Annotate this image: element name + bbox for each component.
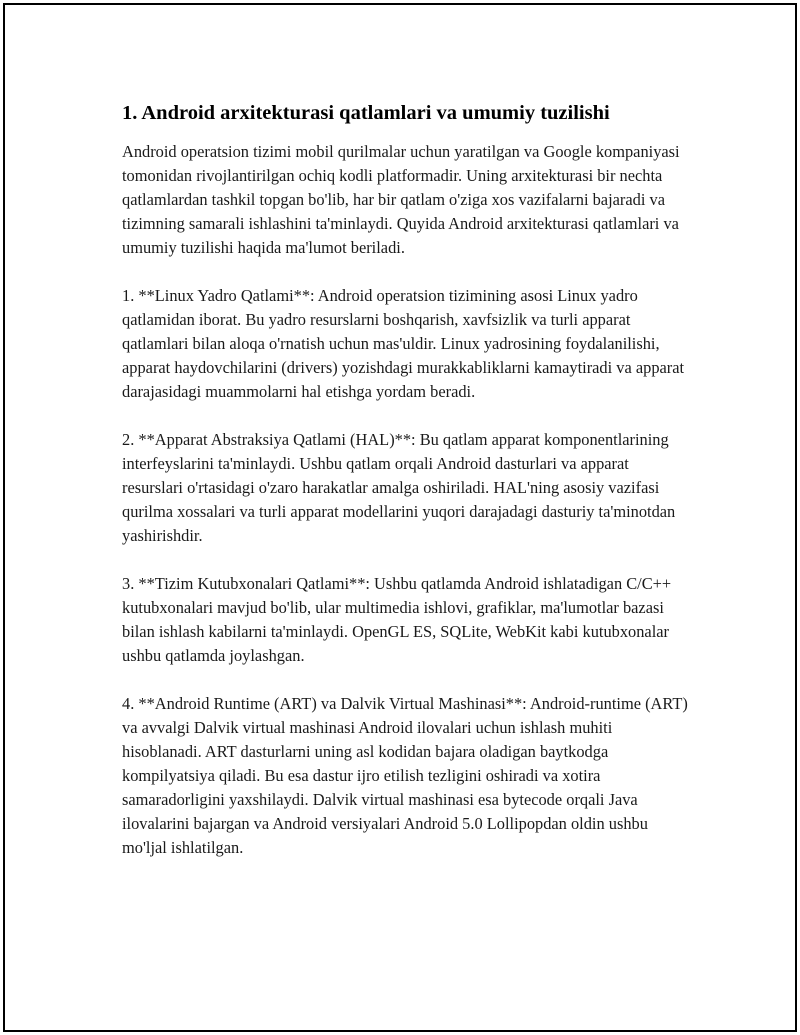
document-body — [122, 100, 692, 860]
paragraph-linux-kernel: 1. **Linux Yadro Qatlami**: Android operatsion tizimining asosi Linux yadro qatlamidan iborat. Bu yadro resurslarni boshqarish, xavfsizlik va turli apparat qatlamlari bilan aloqa o'rnatish uchun mas'uldir. Linux yadrosining foydalanilishi, apparat haydovchilarini (drivers) yozishdagi murakkabliklarni kamaytiradi va apparat darajasidagi muammolarni hal etishga yordam beradi. — [122, 286, 685, 401]
paragraph-android-runtime: 4. **Android Runtime (ART) va Dalvik Virtual Mashinasi**: Android-runtime (ART) va avvalgi Dalvik virtual mashinasi Android ilovalari uchun ishlash muhiti hisoblanadi. ART dasturlarni uning asl kodidan bajara oladigan baytkodga kompilyatsiya qiladi. Bu esa dastur ijro etilish tezligini oshiradi va xotira samaradorligini yaxshilaydi. Dalvik virtual mashinasi esa bytecode orqali Java ilovalarini bajargan va Android versiyalari Android 5.0 Lollipopdan oldin ushbu mo'ljal ishlatilgan. — [122, 694, 688, 857]
document-page — [3, 3, 797, 1032]
paragraph-hal: 2. **Apparat Abstraksiya Qatlami (HAL)**: Bu qatlam apparat komponentlarining interfeyslarini ta'minlaydi. Ushbu qatlam orqali Android dasturlari va apparat resurslari o'rtasidagi o'zaro harakatlar amalga oshiriladi. HAL'ning asosiy vazifasi qurilma xossalari va turli apparat modellarini yuqori darajadagi dasturiy ta'minotdan yashirishdir. — [122, 430, 676, 545]
document-title: 1. Android arxitekturasi qatlamlari va umumiy tuzilishi — [122, 102, 610, 124]
paragraph-system-libraries: 3. **Tizim Kutubxonalari Qatlami**: Ushbu qatlamda Android ishlatadigan C/C++ kutubxonalari mavjud bo'lib, ular multimedia ishlovi, grafiklar, ma'lumotlar bazasi bilan ishlash kabilarni ta'minlaydi. OpenGL ES, SQLite, WebKit kabi kutubxonalar ushbu qatlamda joylashgan. — [122, 574, 672, 665]
intro-paragraph: Android operatsion tizimi mobil qurilmalar uchun yaratilgan va Google kompaniyasi tomonidan rivojlantirilgan ochiq kodli platformadir. Uning arxitekturasi bir nechta qatlamlardan tashkil topgan bo'lib, har bir qatlam o'ziga xos vazifalarni bajaradi va tizimning samarali ishlashini ta'minlaydi. Quyida Android arxitekturasi qatlamlari va umumiy tuzilishi haqida ma'lumot beriladi. — [122, 142, 680, 257]
